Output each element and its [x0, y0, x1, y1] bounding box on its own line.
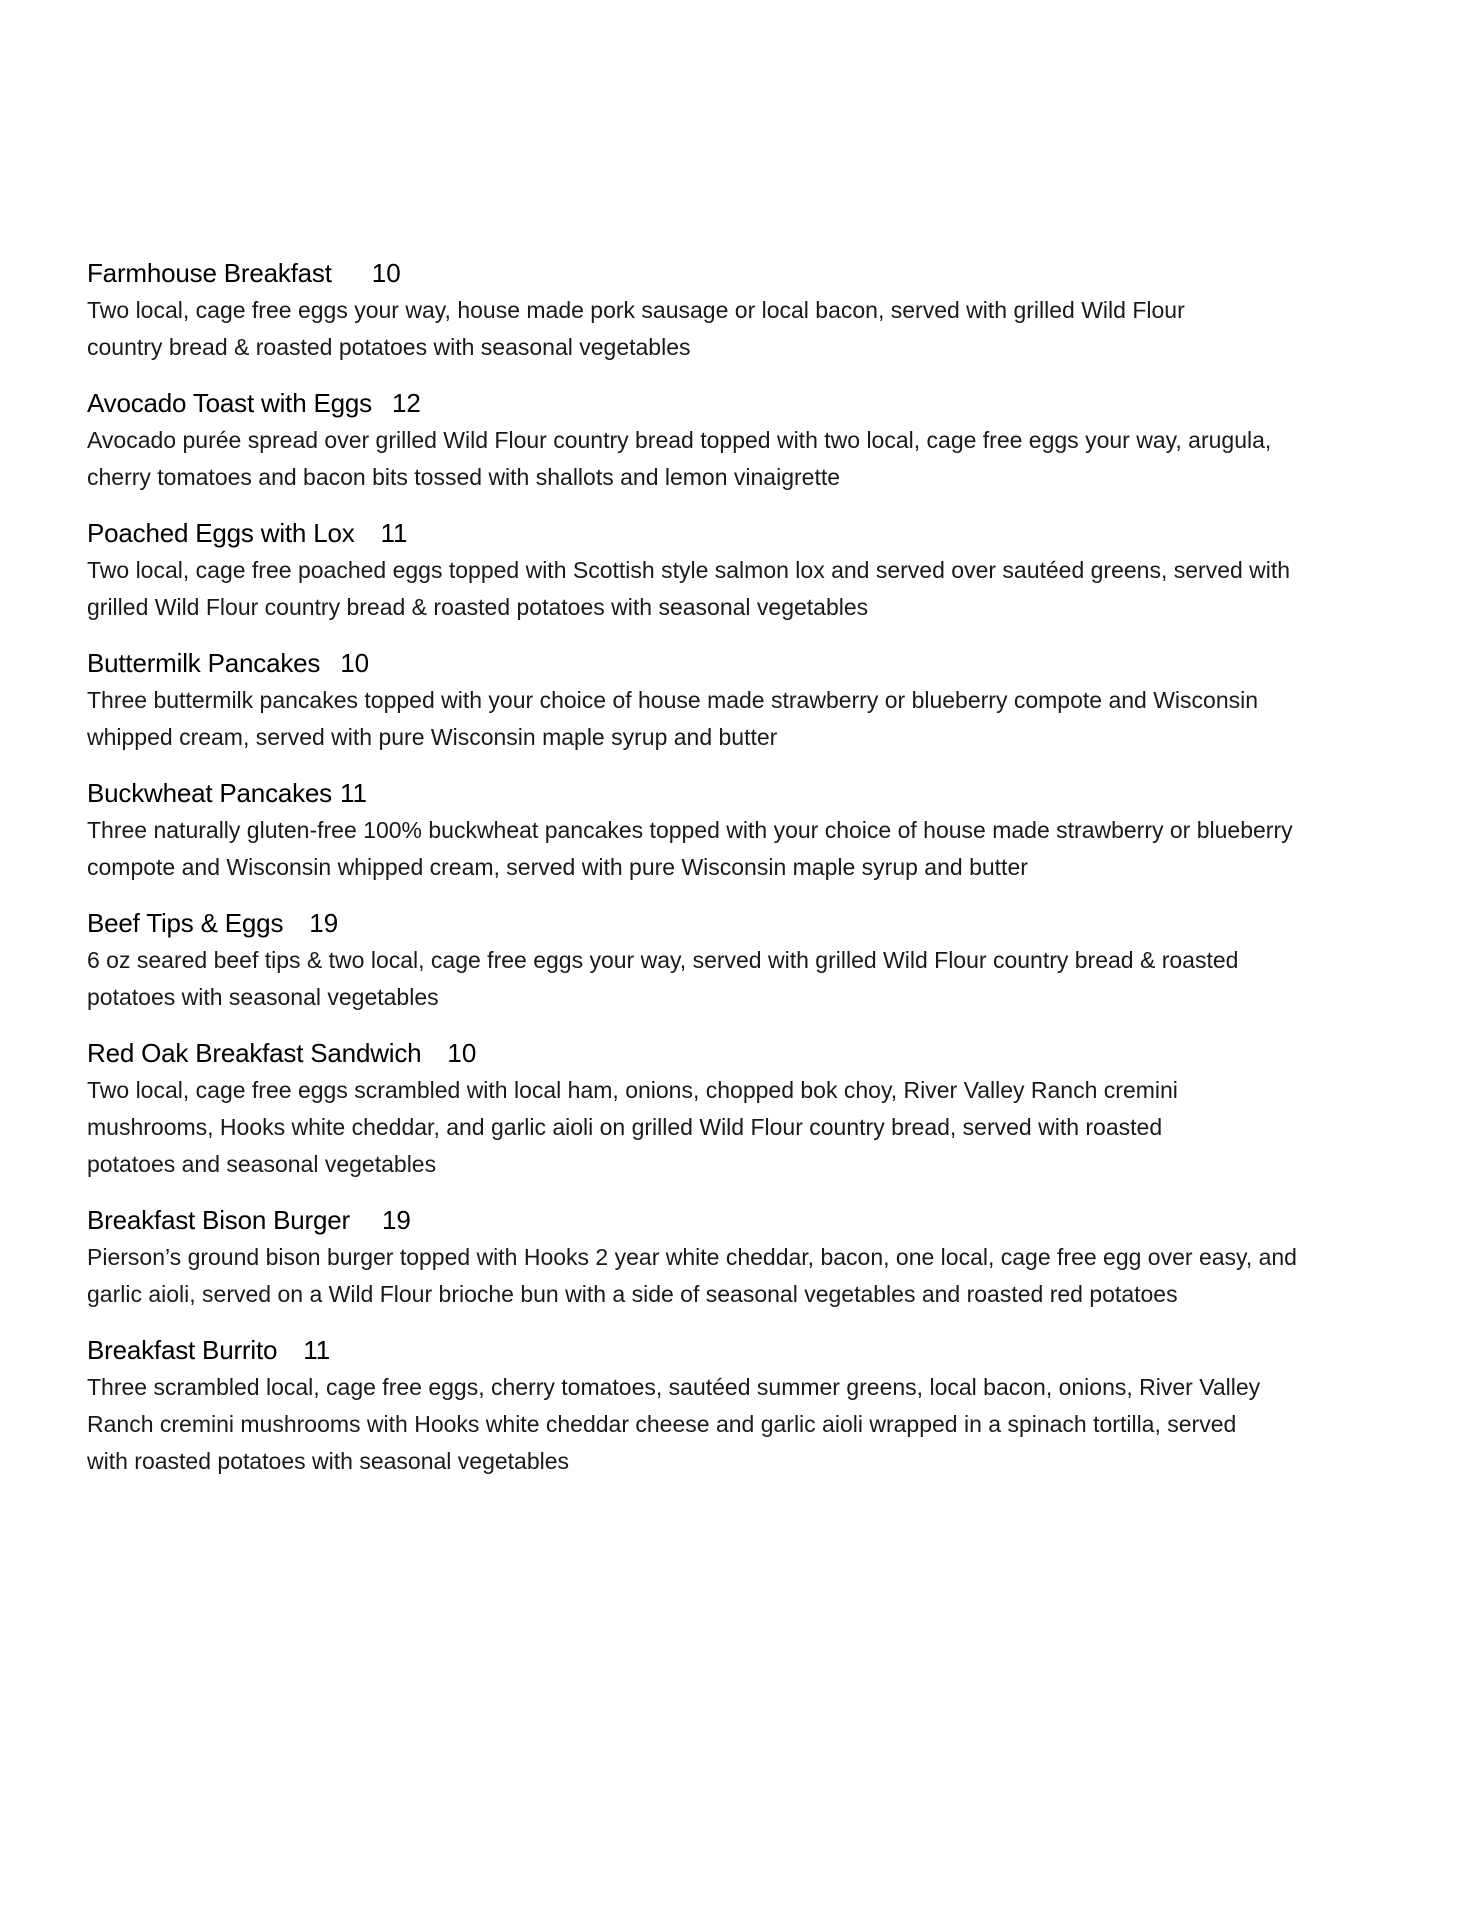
menu-item-heading	[87, 1331, 1407, 1369]
menu-item-heading	[87, 644, 1407, 682]
menu-item-description	[87, 422, 1407, 496]
menu-item-name: Red Oak Breakfast Sandwich	[87, 1038, 422, 1068]
menu-item-description	[87, 682, 1407, 756]
description-line: Ranch cremini mushrooms with Hooks white cheddar cheese and garlic aioli wrapped in a spinach tortilla, served	[87, 1411, 1237, 1437]
description-line: garlic aioli, served on a Wild Flour brioche bun with a side of seasonal vegetables and roasted red potatoes	[87, 1281, 1178, 1307]
menu-item-heading	[87, 384, 1407, 422]
menu-item-buttermilk-pancakes	[87, 644, 1407, 756]
menu-item-poached-eggs	[87, 514, 1407, 626]
menu-item-price: 12	[391, 388, 421, 418]
menu-item-price: 10	[340, 648, 370, 678]
menu-item-price: 10	[371, 258, 401, 288]
menu-item-description	[87, 812, 1407, 886]
description-line: Three naturally gluten-free 100% buckwheat pancakes topped with your choice of house made strawberry or blueberry	[87, 817, 1293, 843]
description-line: potatoes with seasonal vegetables	[87, 984, 439, 1010]
menu-item-description	[87, 292, 1407, 366]
menu-item-heading	[87, 514, 1407, 552]
description-line: Pierson’s ground bison burger topped with Hooks 2 year white cheddar, bacon, one local, cage free egg over easy, and	[87, 1244, 1297, 1270]
menu-item-price: 11	[340, 778, 367, 808]
description-line: Three buttermilk pancakes topped with your choice of house made strawberry or blueberry compote and Wisconsin	[87, 687, 1259, 713]
menu-item-description	[87, 1239, 1407, 1313]
menu-item-avocado-toast	[87, 384, 1407, 496]
description-line: Avocado purée spread over grilled Wild Flour country bread topped with two local, cage free eggs your way, arugula,	[87, 427, 1272, 453]
menu-item-name: Buckwheat Pancakes	[87, 778, 332, 808]
menu-item-name: Breakfast Bison Burger	[87, 1205, 350, 1235]
menu-item-heading	[87, 1201, 1407, 1239]
description-line: 6 oz seared beef tips & two local, cage free eggs your way, served with grilled Wild Flour country bread & roasted	[87, 947, 1239, 973]
menu-item-name: Buttermilk Pancakes	[87, 648, 321, 678]
menu-item-bison-burger	[87, 1201, 1407, 1313]
menu-item-price: 11	[303, 1335, 331, 1365]
description-line: compote and Wisconsin whipped cream, served with pure Wisconsin maple syrup and butter	[87, 854, 1028, 880]
description-line: whipped cream, served with pure Wisconsin maple syrup and butter	[87, 724, 778, 750]
description-line: potatoes and seasonal vegetables	[87, 1151, 437, 1177]
description-line: mushrooms, Hooks white cheddar, and garlic aioli on grilled Wild Flour country bread, served with roasted	[87, 1114, 1163, 1140]
breakfast-menu	[87, 254, 1407, 1498]
menu-item-red-oak-sandwich	[87, 1034, 1407, 1183]
menu-item-heading	[87, 254, 1407, 292]
menu-item-beef-tips	[87, 904, 1407, 1016]
menu-item-price: 11	[380, 518, 408, 548]
description-line: country bread & roasted potatoes with seasonal vegetables	[87, 334, 691, 360]
menu-item-description	[87, 942, 1407, 1016]
menu-item-name: Breakfast Burrito	[87, 1335, 278, 1365]
menu-item-description	[87, 552, 1407, 626]
menu-item-description	[87, 1072, 1407, 1183]
description-line: Three scrambled local, cage free eggs, cherry tomatoes, sautéed summer greens, local bacon, onions, River Valley	[87, 1374, 1261, 1400]
menu-item-name: Avocado Toast with Eggs	[87, 388, 372, 418]
menu-item-buckwheat-pancakes	[87, 774, 1407, 886]
description-line: cherry tomatoes and bacon bits tossed with shallots and lemon vinaigrette	[87, 464, 841, 490]
description-line: Two local, cage free eggs your way, house made pork sausage or local bacon, served with grilled Wild Flour	[87, 297, 1185, 323]
menu-item-price: 10	[447, 1038, 477, 1068]
menu-item-name: Farmhouse Breakfast	[87, 258, 332, 288]
description-line: grilled Wild Flour country bread & roasted potatoes with seasonal vegetables	[87, 594, 869, 620]
menu-item-price: 19	[381, 1205, 411, 1235]
menu-item-heading	[87, 774, 1407, 812]
menu-item-farmhouse-breakfast	[87, 254, 1407, 366]
menu-item-breakfast-burrito	[87, 1331, 1407, 1480]
description-line: Two local, cage free poached eggs topped with Scottish style salmon lox and served over sautéed greens, served with	[87, 557, 1291, 583]
menu-item-description	[87, 1369, 1407, 1480]
description-line: Two local, cage free eggs scrambled with local ham, onions, chopped bok choy, River Valley Ranch cremini	[87, 1077, 1178, 1103]
description-line: with roasted potatoes with seasonal vegetables	[87, 1448, 570, 1474]
menu-item-heading	[87, 1034, 1407, 1072]
menu-item-heading	[87, 904, 1407, 942]
menu-item-price: 19	[309, 908, 339, 938]
menu-item-name: Beef Tips & Eggs	[87, 908, 284, 938]
menu-item-name: Poached Eggs with Lox	[87, 518, 355, 548]
